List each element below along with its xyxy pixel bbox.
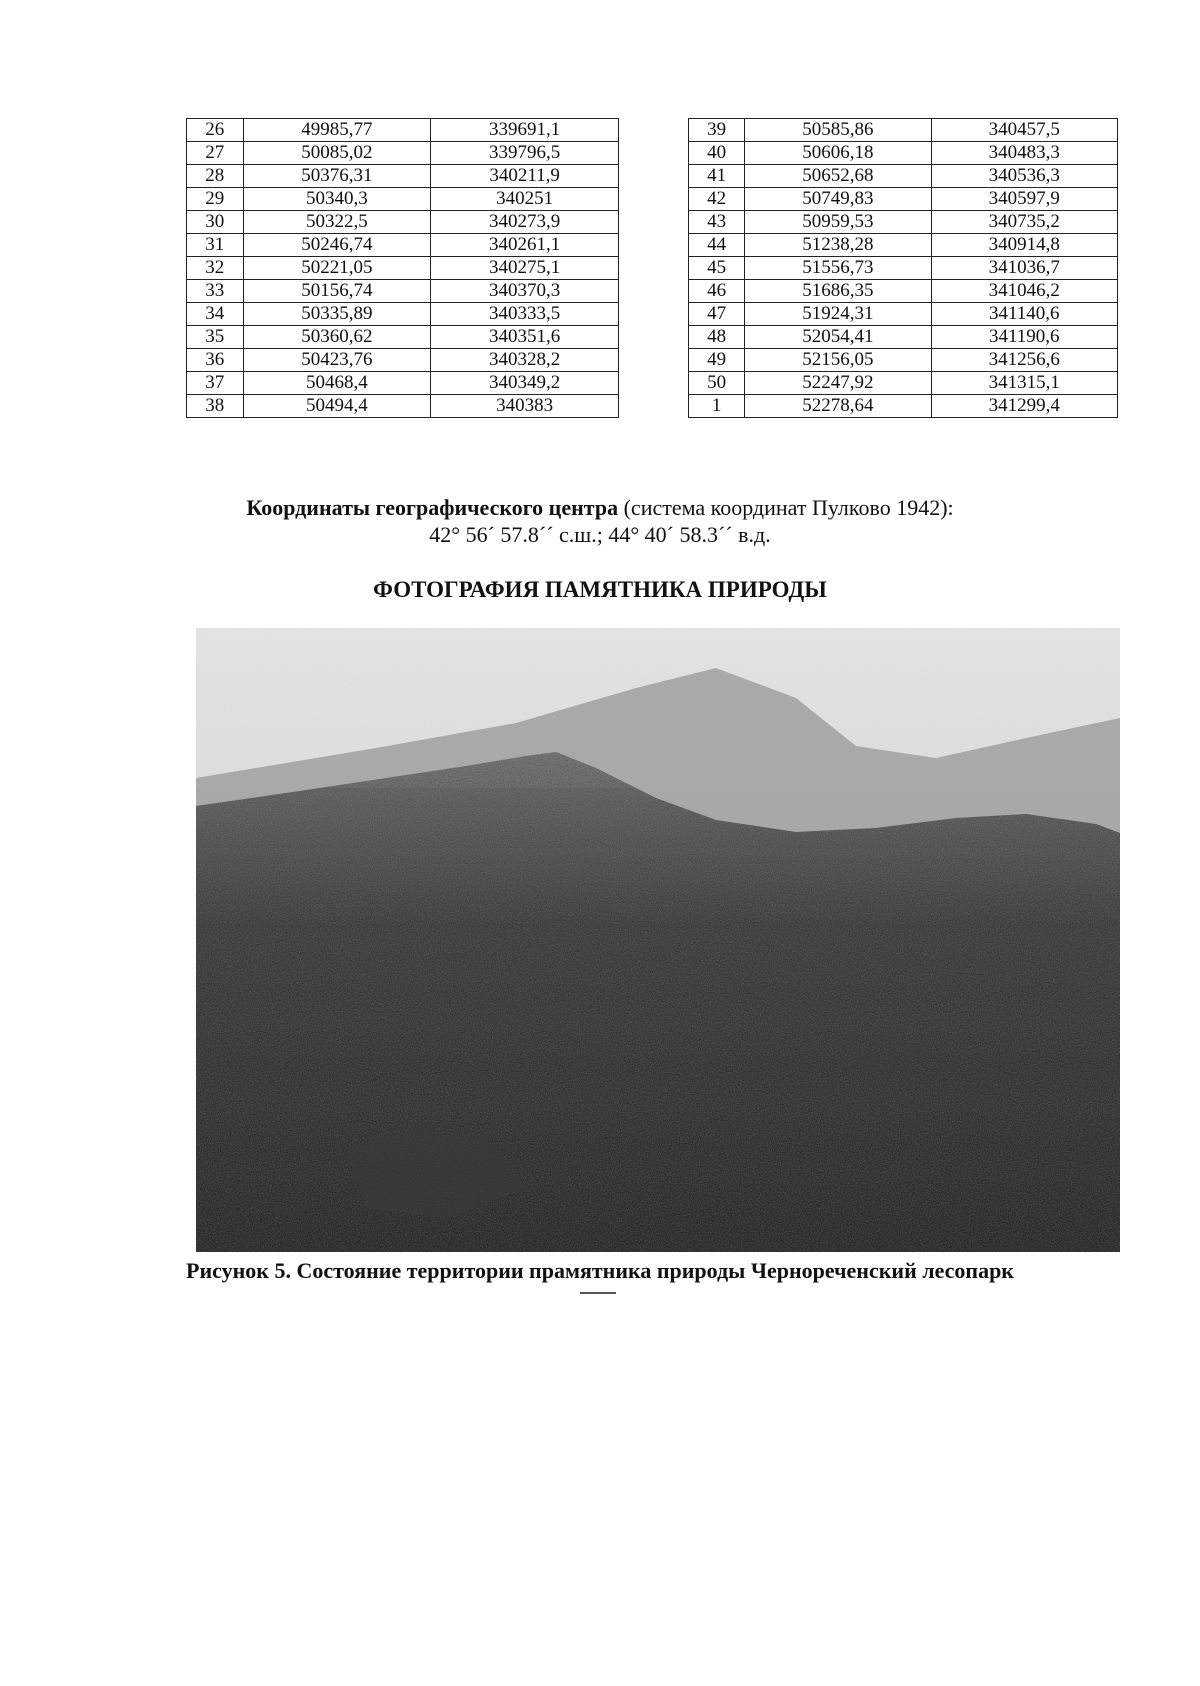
table-row — [689, 188, 1118, 211]
y-coordinate-cell: 341315,1 — [931, 372, 1117, 395]
point-number-cell: 49 — [689, 349, 745, 372]
table-row — [187, 349, 619, 372]
x-coordinate-cell: 50652,68 — [745, 165, 931, 188]
table-row — [689, 257, 1118, 280]
table-row — [187, 395, 619, 418]
point-number-cell: 36 — [187, 349, 244, 372]
point-number-cell: 46 — [689, 280, 745, 303]
y-coordinate-cell: 340349,2 — [431, 372, 619, 395]
y-coordinate-cell: 340457,5 — [931, 119, 1117, 142]
x-coordinate-cell: 50494,4 — [243, 395, 431, 418]
table-row — [689, 326, 1118, 349]
point-number-cell: 42 — [689, 188, 745, 211]
table-row — [689, 211, 1118, 234]
point-number-cell: 47 — [689, 303, 745, 326]
table-row — [187, 211, 619, 234]
y-coordinate-cell: 340483,3 — [931, 142, 1117, 165]
table-row — [689, 395, 1118, 418]
y-coordinate-cell: 341046,2 — [931, 280, 1117, 303]
x-coordinate-cell: 51924,31 — [745, 303, 931, 326]
point-number-cell: 45 — [689, 257, 745, 280]
y-coordinate-cell: 340275,1 — [431, 257, 619, 280]
y-coordinate-cell: 341140,6 — [931, 303, 1117, 326]
x-coordinate-cell: 50606,18 — [745, 142, 931, 165]
y-coordinate-cell: 340211,9 — [431, 165, 619, 188]
geo-center-system-note: (система координат Пулково 1942): — [618, 495, 954, 520]
table-row — [689, 234, 1118, 257]
coordinates-table-left — [186, 118, 619, 418]
x-coordinate-cell: 50360,62 — [243, 326, 431, 349]
point-number-cell: 35 — [187, 326, 244, 349]
x-coordinate-cell: 50749,83 — [745, 188, 931, 211]
coordinates-table-left-body — [187, 119, 619, 418]
y-coordinate-cell: 340536,3 — [931, 165, 1117, 188]
table-row — [689, 372, 1118, 395]
point-number-cell: 34 — [187, 303, 244, 326]
point-number-cell: 33 — [187, 280, 244, 303]
table-row — [689, 165, 1118, 188]
x-coordinate-cell: 50423,76 — [243, 349, 431, 372]
x-coordinate-cell: 50468,4 — [243, 372, 431, 395]
photo-section-title: ФОТОГРАФИЯ ПАМЯТНИКА ПРИРОДЫ — [373, 577, 827, 602]
x-coordinate-cell: 51556,73 — [745, 257, 931, 280]
point-number-cell: 1 — [689, 395, 745, 418]
point-number-cell: 27 — [187, 142, 244, 165]
coordinates-table-right-body — [689, 119, 1118, 418]
y-coordinate-cell: 341299,4 — [931, 395, 1117, 418]
y-coordinate-cell: 340351,6 — [431, 326, 619, 349]
table-row — [187, 234, 619, 257]
point-number-cell: 26 — [187, 119, 244, 142]
x-coordinate-cell: 52247,92 — [745, 372, 931, 395]
table-row — [187, 280, 619, 303]
x-coordinate-cell: 50340,3 — [243, 188, 431, 211]
y-coordinate-cell: 340273,9 — [431, 211, 619, 234]
x-coordinate-cell: 51238,28 — [745, 234, 931, 257]
geo-center-label: Координаты географического центра — [246, 495, 619, 520]
y-coordinate-cell: 340735,2 — [931, 211, 1117, 234]
y-coordinate-cell: 340261,1 — [431, 234, 619, 257]
point-number-cell: 30 — [187, 211, 244, 234]
y-coordinate-cell: 341036,7 — [931, 257, 1117, 280]
table-row — [689, 303, 1118, 326]
table-row — [187, 165, 619, 188]
point-number-cell: 48 — [689, 326, 745, 349]
y-coordinate-cell: 340251 — [431, 188, 619, 211]
x-coordinate-cell: 52156,05 — [745, 349, 931, 372]
table-row — [187, 142, 619, 165]
scan-mark — [580, 1292, 616, 1294]
x-coordinate-cell: 50959,53 — [745, 211, 931, 234]
x-coordinate-cell: 52054,41 — [745, 326, 931, 349]
x-coordinate-cell: 50246,74 — [243, 234, 431, 257]
point-number-cell: 40 — [689, 142, 745, 165]
table-row — [187, 303, 619, 326]
y-coordinate-cell: 340597,9 — [931, 188, 1117, 211]
y-coordinate-cell: 341256,6 — [931, 349, 1117, 372]
y-coordinate-cell: 339796,5 — [431, 142, 619, 165]
point-number-cell: 28 — [187, 165, 244, 188]
table-row — [187, 257, 619, 280]
point-number-cell: 44 — [689, 234, 745, 257]
x-coordinate-cell: 50585,86 — [745, 119, 931, 142]
point-number-cell: 37 — [187, 372, 244, 395]
table-row — [689, 119, 1118, 142]
y-coordinate-cell: 340333,5 — [431, 303, 619, 326]
geo-center-heading — [0, 495, 1200, 521]
x-coordinate-cell: 52278,64 — [745, 395, 931, 418]
x-coordinate-cell: 50221,05 — [243, 257, 431, 280]
point-number-cell: 29 — [187, 188, 244, 211]
point-number-cell: 41 — [689, 165, 745, 188]
table-row — [689, 349, 1118, 372]
table-row — [187, 372, 619, 395]
y-coordinate-cell: 340370,3 — [431, 280, 619, 303]
coordinates-table-right — [688, 118, 1118, 418]
x-coordinate-cell: 50085,02 — [243, 142, 431, 165]
nature-monument-photo — [196, 628, 1120, 1252]
point-number-cell: 39 — [689, 119, 745, 142]
table-row — [187, 326, 619, 349]
y-coordinate-cell: 340914,8 — [931, 234, 1117, 257]
y-coordinate-cell: 340328,2 — [431, 349, 619, 372]
table-row — [187, 119, 619, 142]
x-coordinate-cell: 50335,89 — [243, 303, 431, 326]
y-coordinate-cell: 340383 — [431, 395, 619, 418]
table-row — [689, 280, 1118, 303]
x-coordinate-cell: 51686,35 — [745, 280, 931, 303]
point-number-cell: 31 — [187, 234, 244, 257]
point-number-cell: 50 — [689, 372, 745, 395]
y-coordinate-cell: 341190,6 — [931, 326, 1117, 349]
x-coordinate-cell: 49985,77 — [243, 119, 431, 142]
point-number-cell: 43 — [689, 211, 745, 234]
geo-center-coordinates: 42° 56´ 57.8´´ с.ш.; 44° 40´ 58.3´´ в.д. — [429, 522, 771, 547]
mountain-landscape-image — [196, 628, 1120, 1252]
x-coordinate-cell: 50376,31 — [243, 165, 431, 188]
x-coordinate-cell: 50156,74 — [243, 280, 431, 303]
figure-caption: Рисунок 5. Состояние территории прамятника природы Чернореченский лесопарк — [186, 1258, 1014, 1283]
y-coordinate-cell: 339691,1 — [431, 119, 619, 142]
point-number-cell: 38 — [187, 395, 244, 418]
x-coordinate-cell: 50322,5 — [243, 211, 431, 234]
table-row — [187, 188, 619, 211]
point-number-cell: 32 — [187, 257, 244, 280]
table-row — [689, 142, 1118, 165]
